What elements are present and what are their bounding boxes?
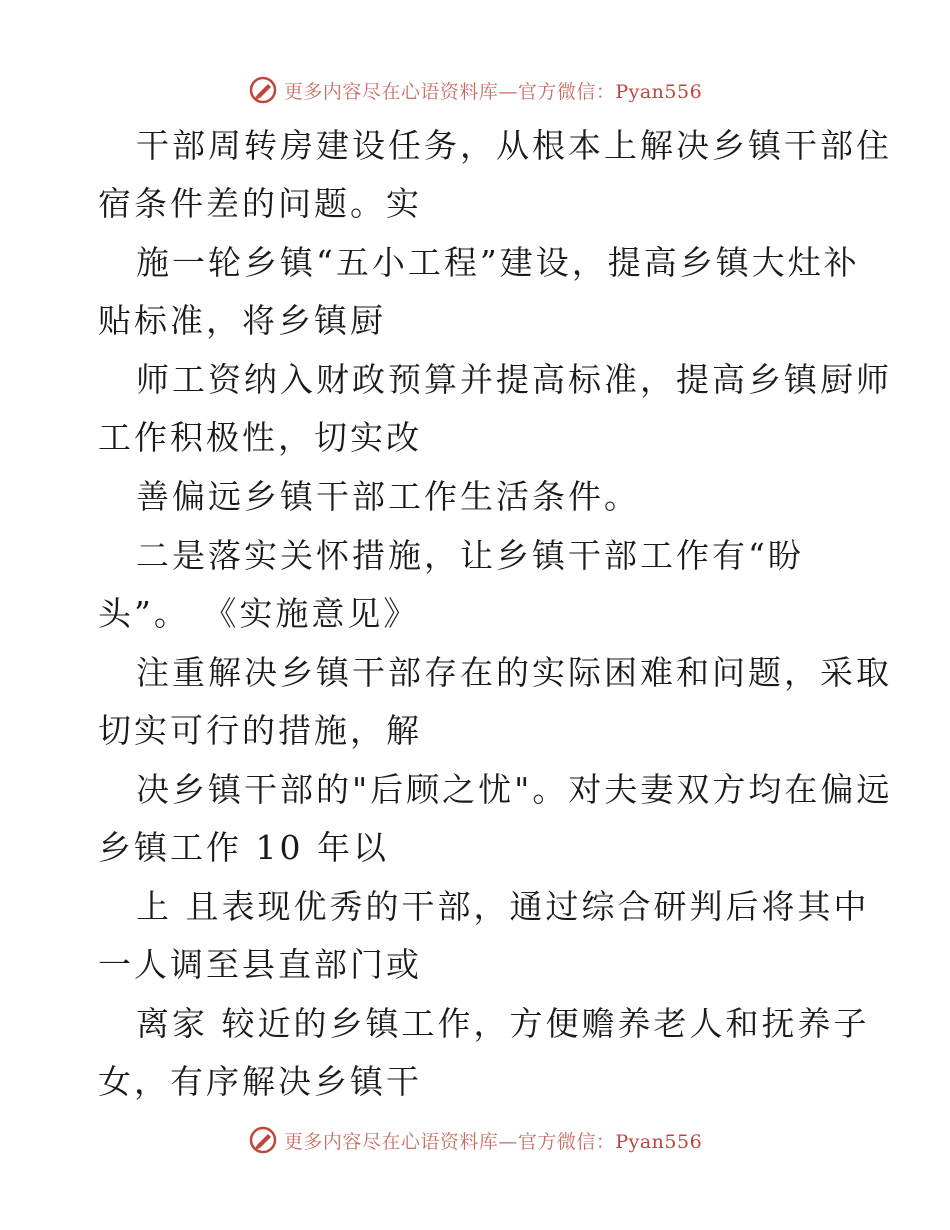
body-line: 贴标准，将乡镇厨 (98, 301, 386, 340)
footer-watermark-banner (0, 1120, 950, 1160)
body-line: 施一轮乡镇“五小工程”建设，提高乡镇大灶补 (136, 243, 860, 282)
body-line: 女，有序解决乡镇干 (98, 1062, 422, 1101)
body-line: 上 且表现优秀的干部，通过综合研判后将其中 (136, 887, 870, 926)
body-line: 善偏远乡镇干部工作生活条件。 (136, 477, 640, 516)
body-line: 乡镇工作 10 年以 (98, 828, 389, 867)
body-line: 注重解决乡镇干部存在的实际困难和问题，采取 (136, 653, 892, 692)
body-line: 离家 较近的乡镇工作，方便赡养老人和抚养子 (136, 1004, 870, 1043)
body-line: 工作积极性，切实改 (98, 418, 422, 457)
body-line: 宿条件差的问题。实 (98, 184, 422, 223)
header-watermark-text: 更多内容尽在心语资料库—官方微信：Pyan556 (283, 80, 703, 103)
header-watermark-banner (0, 70, 950, 110)
body-line: 决乡镇干部的"后顾之忧"。对夫妻双方均在偏远 (136, 770, 893, 809)
body-line: 师工资纳入财政预算并提高标准，提高乡镇厨师 (136, 360, 892, 399)
body-line: 一人调至县直部门或 (98, 945, 422, 984)
body-line: 干部周转房建设任务，从根本上解决乡镇干部住 (136, 126, 892, 165)
pen-circle-logo-icon (248, 1125, 278, 1155)
footer-watermark-text: 更多内容尽在心语资料库—官方微信：Pyan556 (283, 1130, 703, 1153)
body-line: 切实可行的措施，解 (98, 711, 422, 750)
body-line: 头”。 《实施意见》 (98, 594, 420, 633)
pen-circle-logo-icon (248, 75, 278, 105)
body-line: 二是落实关怀措施，让乡镇干部工作有“盼 (136, 536, 804, 575)
